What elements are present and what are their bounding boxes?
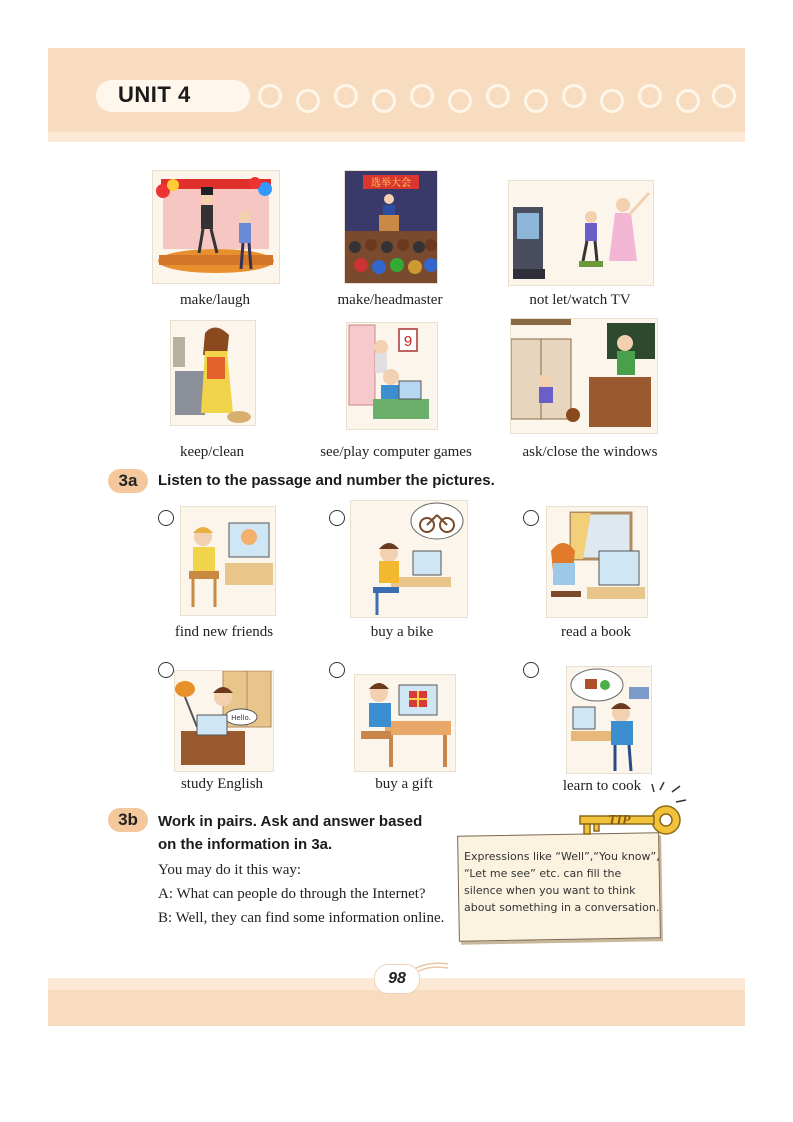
page-number: 98 [374, 964, 420, 994]
ring-icon [676, 89, 700, 113]
ring-icon [600, 89, 624, 113]
example-answer: B: Well, they can find some information online. [158, 910, 445, 926]
caption: see/play computer games [320, 444, 472, 460]
section-label-3a: 3a [108, 469, 148, 493]
caption: buy a bike [370, 624, 434, 640]
answer-circle[interactable] [158, 662, 174, 678]
speech-text: Hello. [231, 714, 251, 722]
picture-computer-games [346, 322, 438, 430]
unit-title: UNIT 4 [118, 82, 191, 107]
picture-buy-gift [354, 674, 456, 772]
section-3b-instruction-line1: Work in pairs. Ask and answer based [158, 813, 423, 830]
picture-study-english [174, 670, 274, 772]
ring-icon [258, 84, 282, 108]
answer-circle[interactable] [523, 510, 539, 526]
caption: find new friends [174, 624, 274, 640]
ring-icon [562, 84, 586, 108]
caption: make/laugh [180, 292, 250, 308]
answer-circle[interactable] [329, 510, 345, 526]
section-label-3b: 3b [108, 808, 148, 832]
picture-stage-clown [152, 170, 280, 284]
answer-circle[interactable] [523, 662, 539, 678]
picture-buy-bike [350, 500, 468, 618]
picture-woman-cleaning [170, 320, 256, 426]
picture-find-friends [180, 506, 276, 616]
ring-icon [296, 89, 320, 113]
ring-icon [486, 84, 510, 108]
caption: keep/clean [179, 444, 245, 460]
caption: learn to cook [562, 778, 642, 794]
tip-label: TIP [608, 813, 631, 828]
picture-mother-tv [508, 180, 654, 286]
picture-learn-cook [566, 666, 652, 774]
caption: study English [180, 776, 264, 792]
picture-headmaster [344, 170, 438, 284]
caption: ask/close the windows [522, 444, 658, 460]
header-strip [48, 132, 745, 142]
picture-read-book [546, 506, 648, 618]
tip-text: Expressions like “Well”,“You know”, “Let me see” etc. can fill the silence when you want to think about something in a conversation. [464, 850, 660, 914]
caption: read a book [561, 624, 631, 640]
example-intro: You may do it this way: [158, 862, 302, 878]
ring-icon [524, 89, 548, 113]
answer-circle[interactable] [158, 510, 174, 526]
ring-icon [372, 89, 396, 113]
section-3b-instruction-line2: on the information in 3a. [158, 836, 333, 853]
picture-close-windows [510, 318, 658, 434]
caption: buy a gift [375, 776, 433, 792]
section-3a-instruction: Listen to the passage and number the pictures. [158, 472, 495, 489]
sign-text: 选举大会 [371, 178, 411, 189]
ring-icon [334, 84, 358, 108]
caption: make/headmaster [337, 292, 443, 308]
answer-circle[interactable] [329, 662, 345, 678]
ring-icon [638, 84, 662, 108]
example-question: A: What can people do through the Internet? [158, 886, 426, 902]
ring-icon [410, 84, 434, 108]
key-icon [578, 782, 692, 838]
caption: not let/watch TV [529, 292, 631, 308]
ring-icon [712, 84, 736, 108]
door-number: 9 [403, 333, 413, 350]
ring-icon [448, 89, 472, 113]
